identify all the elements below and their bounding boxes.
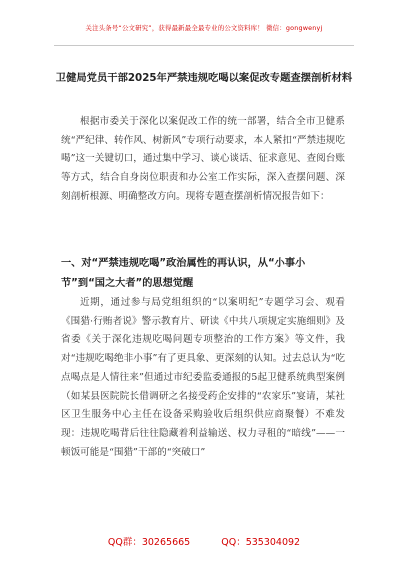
header-banner: 关注头条号“公文研究”，获得最新最全最专业的公文资料库！ 微信：gongwenyj xyxy=(85,24,323,32)
section-heading: 一、对“严禁违规吃喝”政治属性的再认识，从“小事小节”到“国之大者”的思想觉醒 xyxy=(61,258,306,289)
footer-qq-group: QQ群：30265665 xyxy=(107,537,191,548)
document-title: 卫健局党员干部2025年严禁违规吃喝以案促改专题查摆剖析材料 xyxy=(55,72,353,84)
footer-qq: QQ：535304092 xyxy=(221,537,301,548)
header-divider xyxy=(54,45,354,46)
body-paragraph: 近期，通过参与局党组组织的“以案明纪”专题学习会、观看《围猎·行贿者说》警示教育片、研读《中共八项规定实施细则》及省委《关于深化违规吃喝问题专项整治的工作方案》等文件，我对“违规吃喝绝非小事”有了更具象、更深刻的认知。过去总认为“吃点喝点是人情往来”但通过市纪委监委通报的5起卫健系统典型案例（如某县医院院长借调研之名接受药企安排的“农家乐”宴请，某社区卫生服务中心主任在设备采购验收后组织供应商聚餐）不难发现：违规吃喝背后往往隐藏着利益输送、权力寻租的“暗线”——一顿饭可能是“围猎”干部的“突破口” xyxy=(61,297,345,458)
footer-contact xyxy=(0,534,408,548)
intro-paragraph: 根据市委关于深化以案促改工作的统一部署，结合全市卫健系统“严纪律、转作风、树新风”专项行动要求，本人紧扣“严禁违规吃喝”这一关键切口，通过集中学习、谈心谈话、征求意见、查阅台账等方式，结合自身岗位职责和办公室工作实际，深入查摆问题、深刻剖析根源、明确整改方向。现将专题查摆剖析情况报告如下： xyxy=(61,116,345,202)
